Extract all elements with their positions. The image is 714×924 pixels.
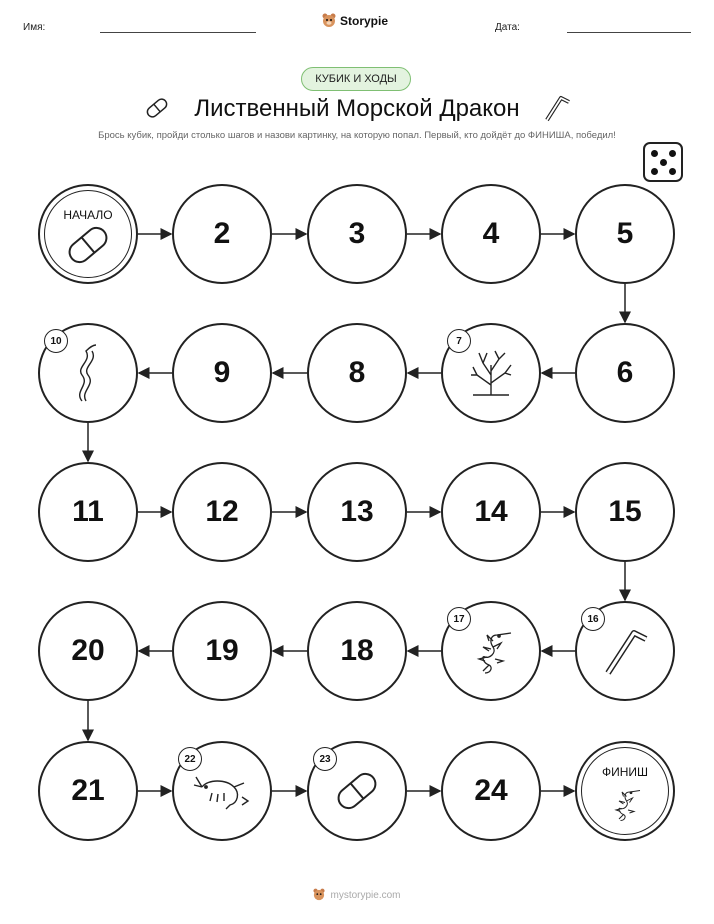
- board-cell-5[interactable]: [575, 184, 675, 284]
- game-type-badge: КУБИК И ХОДЫ: [301, 67, 411, 91]
- footer: [0, 888, 714, 902]
- board-cell-6[interactable]: [575, 323, 675, 423]
- board-cell-4[interactable]: [441, 184, 541, 284]
- footer-site: mystorypie.com: [330, 889, 401, 901]
- cell-number: 5: [616, 217, 634, 250]
- board-cell-12[interactable]: [172, 462, 272, 562]
- cell-number: 6: [616, 356, 634, 389]
- date-label: Дата:: [495, 22, 520, 33]
- board-cell-23[interactable]: [307, 741, 407, 841]
- cell-number-badge: 10: [44, 329, 68, 353]
- cell-number: 2: [213, 217, 231, 250]
- board-cell-8[interactable]: [307, 323, 407, 423]
- board-cell-21[interactable]: [38, 741, 138, 841]
- board-cell-9[interactable]: [172, 323, 272, 423]
- cell-number: 8: [348, 356, 366, 389]
- board-cell-11[interactable]: [38, 462, 138, 562]
- coral-icon: [463, 345, 519, 401]
- board-cell-24[interactable]: [441, 741, 541, 841]
- cell-number-badge: 23: [313, 747, 337, 771]
- cell-number: 13: [340, 495, 374, 528]
- page-title: Лиственный Морской Дракон: [194, 95, 520, 122]
- cell-number: 4: [482, 217, 500, 250]
- finish-cell[interactable]: [575, 741, 675, 841]
- name-label: Имя:: [23, 22, 46, 33]
- board-cell-18[interactable]: [307, 601, 407, 701]
- bear-mascot-icon: [313, 888, 325, 902]
- board-cell-7[interactable]: [441, 323, 541, 423]
- cell-number-badge: 7: [447, 329, 471, 353]
- cell-number: 19: [205, 634, 239, 667]
- cell-number: 18: [340, 634, 374, 667]
- cell-number-badge: 22: [178, 747, 202, 771]
- board-cell-2[interactable]: [172, 184, 272, 284]
- cell-number: 3: [348, 217, 366, 250]
- board-cell-10[interactable]: [38, 323, 138, 423]
- board-cell-22[interactable]: [172, 741, 272, 841]
- cell-number-badge: 17: [447, 607, 471, 631]
- instructions: Брось кубик, пройди столько шагов и назови картинку, на которую попал. Первый, кто дойдёт до ФИНИША, победил!: [98, 130, 616, 141]
- sea-dragon-icon: [604, 783, 646, 825]
- start-cell[interactable]: [38, 184, 138, 284]
- cell-number: 21: [71, 774, 105, 807]
- capsule-icon: [62, 219, 114, 271]
- brand-name: Storypie: [340, 14, 389, 28]
- cell-number: 9: [213, 356, 231, 389]
- board-cell-20[interactable]: [38, 601, 138, 701]
- board-cell-17[interactable]: [441, 601, 541, 701]
- cell-number: 14: [474, 495, 508, 528]
- board-cell-3[interactable]: [307, 184, 407, 284]
- finish-label: ФИНИШ: [601, 765, 649, 779]
- cell-number: 12: [205, 495, 239, 528]
- cell-number-badge: 16: [581, 607, 605, 631]
- cell-number: 20: [71, 634, 105, 667]
- cell-number: 15: [608, 495, 642, 528]
- shrimp-icon: [192, 769, 252, 813]
- cell-number: 24: [474, 774, 508, 807]
- board-cell-13[interactable]: [307, 462, 407, 562]
- straw-icon: [600, 625, 650, 677]
- board-cell-14[interactable]: [441, 462, 541, 562]
- capsule-icon: [331, 765, 383, 817]
- start-label: НАЧАЛО: [63, 208, 113, 222]
- board-cell-16[interactable]: [575, 601, 675, 701]
- cell-number: 11: [72, 495, 104, 528]
- board-cell-15[interactable]: [575, 462, 675, 562]
- seaweed-icon: [68, 343, 108, 403]
- board-cell-19[interactable]: [172, 601, 272, 701]
- sea-dragon-icon: [463, 623, 519, 679]
